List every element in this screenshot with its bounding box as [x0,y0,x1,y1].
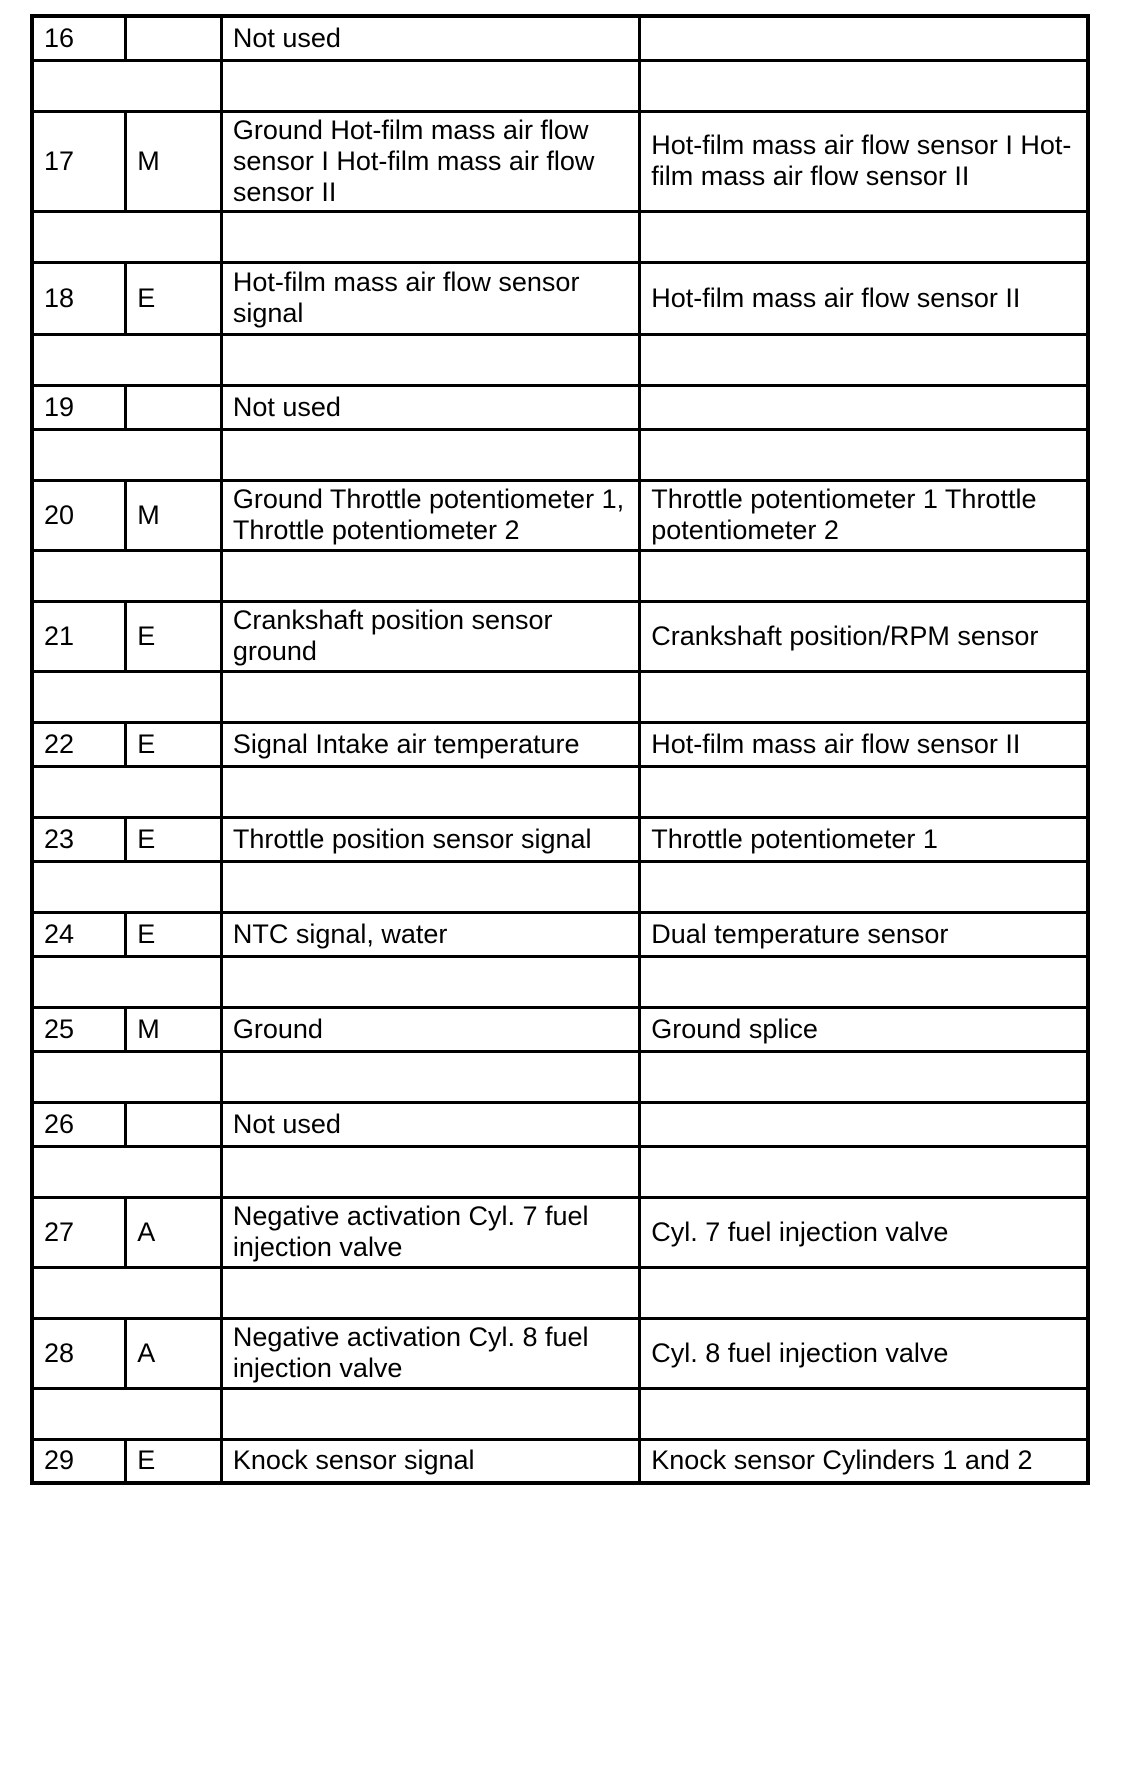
pin-cell: 20 [32,480,126,550]
description-cell: Signal Intake air temperature [221,722,639,766]
spacer-cell [221,334,639,385]
spacer-row [32,550,1088,601]
type-cell [126,385,222,429]
spacer-cell [640,211,1088,262]
table-body [32,16,1088,1483]
description-cell: Ground [221,1007,639,1051]
description-cell: Ground Throttle potentiometer 1, Throttle potentiometer 2 [221,480,639,550]
spacer-cell [32,1388,221,1439]
component-cell [640,385,1088,429]
spacer-cell [221,550,639,601]
component-cell [640,1102,1088,1146]
table-row [32,480,1088,550]
spacer-cell [640,1267,1088,1318]
pin-cell: 26 [32,1102,126,1146]
pin-cell: 17 [32,111,126,211]
spacer-cell [221,766,639,817]
spacer-cell [32,429,221,480]
component-cell: Throttle potentiometer 1 Throttle potentiometer 2 [640,480,1088,550]
type-cell: A [126,1197,222,1267]
component-cell: Hot-film mass air flow sensor I Hot-film mass air flow sensor II [640,111,1088,211]
component-cell [640,16,1088,60]
description-cell: Throttle position sensor signal [221,817,639,861]
spacer-cell [640,671,1088,722]
spacer-row [32,334,1088,385]
type-cell [126,16,222,60]
pin-cell: 29 [32,1439,126,1483]
pin-cell: 18 [32,262,126,334]
spacer-cell [640,550,1088,601]
spacer-row [32,861,1088,912]
table-row [32,1102,1088,1146]
pin-cell: 27 [32,1197,126,1267]
component-cell: Ground splice [640,1007,1088,1051]
table-row [32,1439,1088,1483]
component-cell: Hot-film mass air flow sensor II [640,722,1088,766]
table-row [32,1318,1088,1388]
spacer-cell [640,956,1088,1007]
spacer-cell [640,429,1088,480]
pin-cell: 28 [32,1318,126,1388]
spacer-cell [640,334,1088,385]
description-cell: Hot-film mass air flow sensor signal [221,262,639,334]
spacer-row [32,956,1088,1007]
spacer-cell [32,1051,221,1102]
spacer-row [32,1051,1088,1102]
table-row [32,601,1088,671]
spacer-cell [221,1146,639,1197]
spacer-cell [640,1388,1088,1439]
pin-cell: 21 [32,601,126,671]
spacer-cell [221,60,639,111]
pin-cell: 23 [32,817,126,861]
spacer-cell [32,861,221,912]
type-cell: E [126,912,222,956]
description-cell: NTC signal, water [221,912,639,956]
spacer-row [32,211,1088,262]
spacer-row [32,671,1088,722]
pin-cell: 16 [32,16,126,60]
table-row [32,722,1088,766]
pin-cell: 19 [32,385,126,429]
table-row [32,262,1088,334]
component-cell: Hot-film mass air flow sensor II [640,262,1088,334]
component-cell: Knock sensor Cylinders 1 and 2 [640,1439,1088,1483]
description-cell: Negative activation Cyl. 8 fuel injection valve [221,1318,639,1388]
spacer-cell [221,1051,639,1102]
pin-cell: 24 [32,912,126,956]
spacer-cell [221,671,639,722]
type-cell: M [126,111,222,211]
table-row [32,912,1088,956]
spacer-cell [32,60,221,111]
type-cell: E [126,722,222,766]
type-cell: E [126,1439,222,1483]
type-cell: E [126,817,222,861]
description-cell: Ground Hot-film mass air flow sensor I Hot-film mass air flow sensor II [221,111,639,211]
spacer-cell [32,671,221,722]
type-cell: E [126,262,222,334]
spacer-cell [221,1267,639,1318]
description-cell: Not used [221,1102,639,1146]
spacer-cell [32,956,221,1007]
type-cell: M [126,480,222,550]
spacer-row [32,1267,1088,1318]
spacer-cell [32,550,221,601]
spacer-cell [32,1146,221,1197]
spacer-cell [640,1051,1088,1102]
spacer-cell [221,1388,639,1439]
spacer-cell [32,1267,221,1318]
spacer-cell [221,861,639,912]
component-cell: Cyl. 8 fuel injection valve [640,1318,1088,1388]
table-row [32,111,1088,211]
type-cell [126,1102,222,1146]
table-row [32,16,1088,60]
spacer-row [32,60,1088,111]
type-cell: A [126,1318,222,1388]
table-row [32,817,1088,861]
description-cell: Not used [221,385,639,429]
description-cell: Negative activation Cyl. 7 fuel injection valve [221,1197,639,1267]
pin-cell: 22 [32,722,126,766]
spacer-cell [640,60,1088,111]
spacer-row [32,1388,1088,1439]
spacer-cell [640,861,1088,912]
type-cell: E [126,601,222,671]
table-row [32,1007,1088,1051]
description-cell: Not used [221,16,639,60]
spacer-row [32,429,1088,480]
spacer-cell [221,429,639,480]
pin-cell: 25 [32,1007,126,1051]
spacer-cell [32,334,221,385]
component-cell: Crankshaft position/RPM sensor [640,601,1088,671]
component-cell: Dual temperature sensor [640,912,1088,956]
spacer-cell [221,956,639,1007]
spacer-cell [221,211,639,262]
spacer-cell [32,211,221,262]
component-cell: Throttle potentiometer 1 [640,817,1088,861]
spacer-row [32,1146,1088,1197]
component-cell: Cyl. 7 fuel injection valve [640,1197,1088,1267]
type-cell: M [126,1007,222,1051]
spacer-cell [32,766,221,817]
table-row [32,385,1088,429]
spacer-cell [640,1146,1088,1197]
spacer-cell [640,766,1088,817]
pin-assignment-table [30,14,1090,1485]
description-cell: Knock sensor signal [221,1439,639,1483]
table-row [32,1197,1088,1267]
description-cell: Crankshaft position sensor ground [221,601,639,671]
spacer-row [32,766,1088,817]
